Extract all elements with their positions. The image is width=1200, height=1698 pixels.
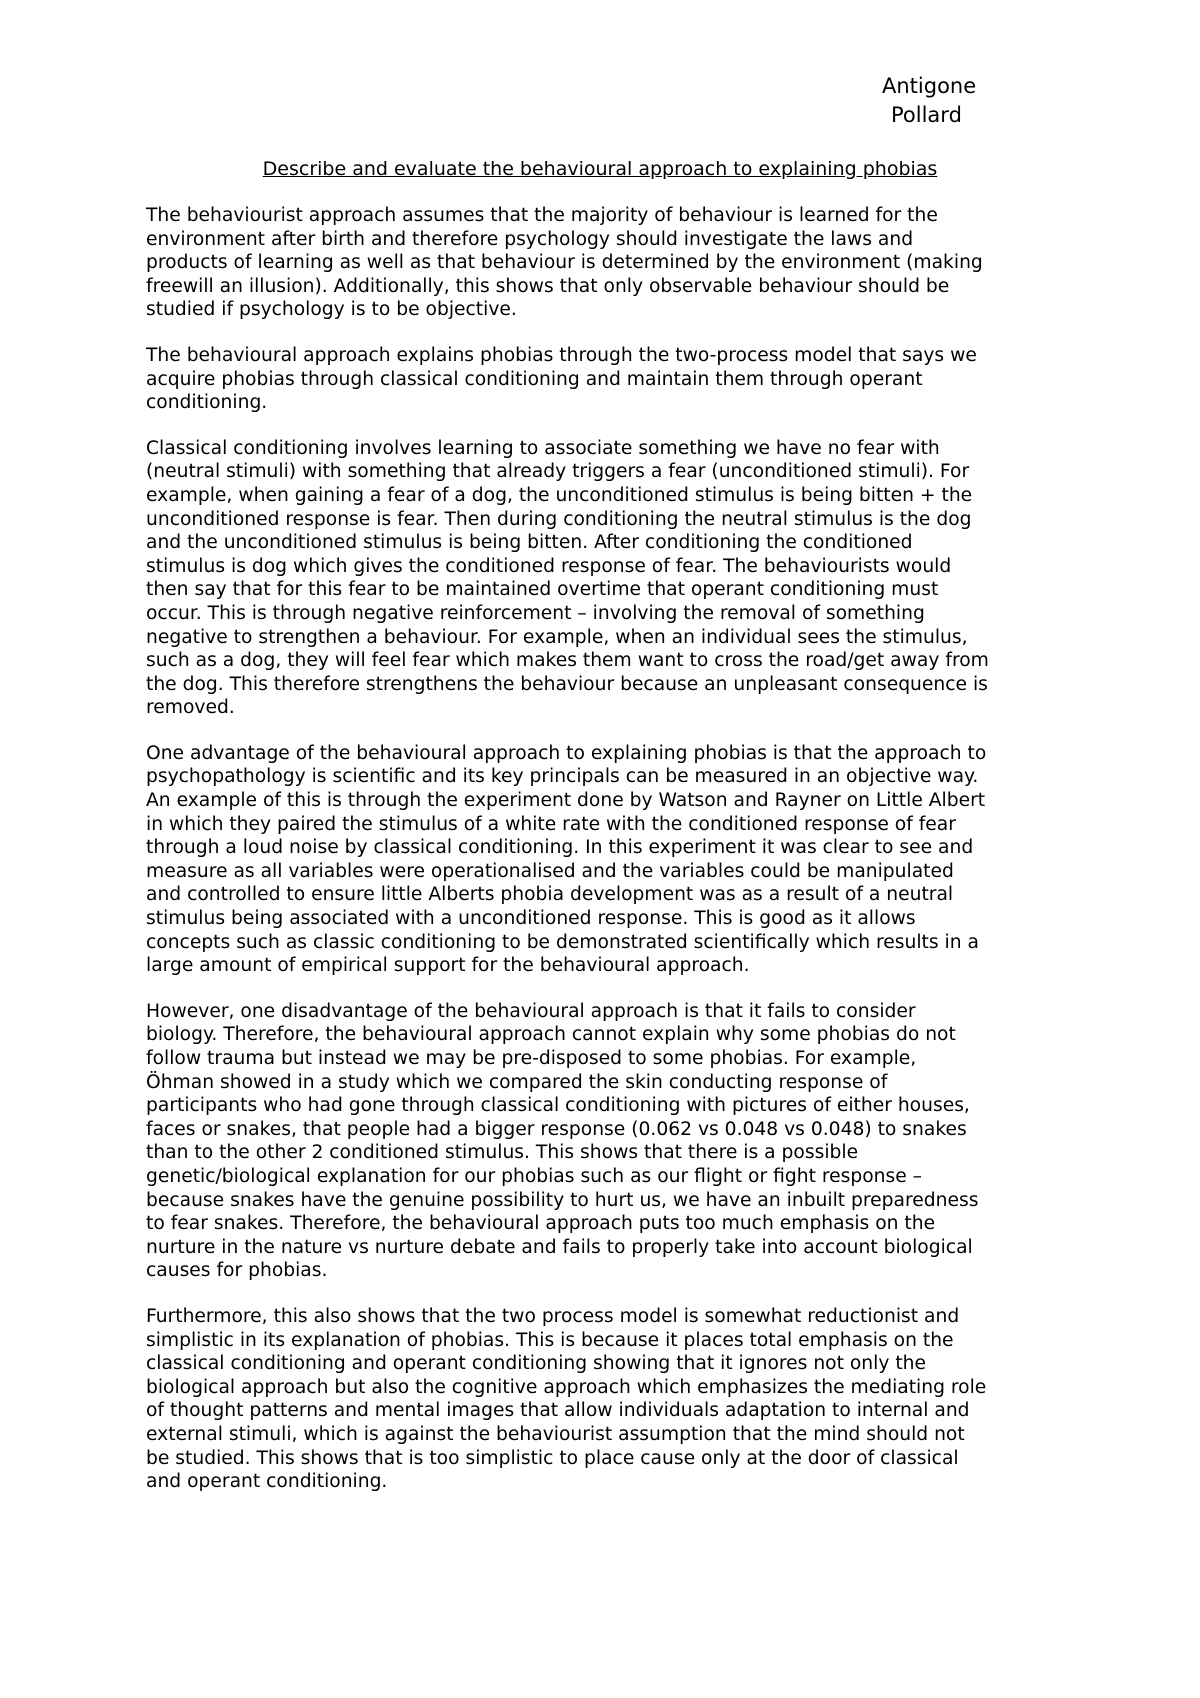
text-line: faces or snakes, that people had a bigger response (0.062 vs 0.048 vs 0.048) to snakes: [146, 1118, 967, 1140]
text-line: causes for phobias.: [146, 1260, 328, 1282]
text-line: acquire phobias through classical conditioning and maintain them through operant: [146, 368, 923, 390]
text-line: However, one disadvantage of the behavioural approach is that it fails to consider: [146, 1000, 916, 1022]
text-line: The behaviourist approach assumes that the majority of behaviour is learned for the: [146, 205, 938, 226]
text-line: measure as all variables were operationalised and the variables could be manipulated: [146, 860, 954, 882]
text-line: unconditioned response is fear. Then during conditioning the neutral stimulus is the dog: [146, 508, 972, 530]
text-line: negative to strengthen a behaviour. For example, when an individual sees the stimulus,: [146, 626, 968, 648]
text-line: be studied. This shows that is too simplistic to place cause only at the door of classical: [146, 1447, 959, 1469]
text-line: stimulus being associated with a unconditioned response. This is good as it allows: [146, 908, 916, 930]
text-line: example, when gaining a fear of a dog, the unconditioned stimulus is being bitten + the: [146, 484, 973, 506]
author-first-name: Antigone: [882, 74, 977, 98]
text-line: environment after birth and therefore psychology should investigate the laws and: [146, 228, 914, 250]
text-line: than to the other 2 conditioned stimulus. This shows that there is a possible: [146, 1142, 859, 1164]
text-line: follow trauma but instead we may be pre-disposed to some phobias. For example,: [146, 1048, 917, 1069]
text-line: concepts such as classic conditioning to be demonstrated scientifically which results in a: [146, 931, 979, 953]
text-line: conditioning.: [146, 392, 268, 414]
text-line: the dog. This therefore strengthens the behaviour because an unpleasant consequence is: [146, 673, 988, 695]
paragraph-4: [146, 742, 1066, 978]
paragraph-2: [146, 344, 1066, 415]
text-line: external stimuli, which is against the behaviourist assumption that the mind should not: [146, 1423, 965, 1445]
text-line: The behavioural approach explains phobias through the two-process model that says we: [146, 344, 977, 366]
text-line: freewill an illusion). Additionally, this shows that only observable behaviour should be: [146, 275, 950, 297]
text-line: large amount of empirical support for the behavioural approach.: [146, 955, 750, 977]
text-line: such as a dog, they will feel fear which makes them want to cross the road/get away from: [146, 650, 989, 672]
paragraph-6: [146, 1305, 1066, 1494]
text-line: to fear snakes. Therefore, the behavioural approach puts too much emphasis on the: [146, 1213, 936, 1235]
text-line: through a loud noise by classical conditioning. In this experiment it was clear to see and: [146, 837, 974, 859]
text-line: stimulus is dog which gives the conditioned response of fear. The behaviourists would: [146, 555, 952, 577]
text-line: biology. Therefore, the behavioural approach cannot explain why some phobias do not: [146, 1024, 956, 1046]
text-line: participants who had gone through classical conditioning with pictures of either houses,: [146, 1095, 970, 1117]
author-last-name: Pollard: [891, 103, 962, 127]
text-line: and the unconditioned stimulus is being bitten. After conditioning the conditioned: [146, 532, 913, 554]
essay-body: [146, 204, 1066, 1516]
text-line: and controlled to ensure little Alberts phobia development was as a result of a neutral: [146, 884, 954, 906]
text-line: in which they paired the stimulus of a white rate with the conditioned response of fear: [146, 813, 956, 835]
text-line: biological approach but also the cognitive approach which emphasizes the mediating role: [146, 1376, 987, 1398]
text-line: nurture in the nature vs nurture debate and fails to properly take into account biological: [146, 1236, 973, 1258]
text-line: of thought patterns and mental images that allow individuals adaptation to internal and: [146, 1400, 970, 1422]
text-line: removed.: [146, 697, 235, 719]
text-line: simplistic in its explanation of phobias. This is because it places total emphasis on the: [146, 1329, 954, 1351]
text-line: classical conditioning and operant conditioning showing that it ignores not only the: [146, 1353, 927, 1375]
text-line: occur. This is through negative reinforcement – involving the removal of something: [146, 602, 925, 624]
text-line: products of learning as well as that behaviour is determined by the environment (making: [146, 252, 983, 274]
text-line: Classical conditioning involves learning to associate something we have no fear with: [146, 437, 940, 459]
paragraph-3: [146, 437, 1066, 720]
text-line: then say that for this fear to be maintained overtime that operant conditioning must: [146, 579, 939, 601]
text-line: and operant conditioning.: [146, 1471, 388, 1493]
text-line: Furthermore, this also shows that the two process model is somewhat reductionist and: [146, 1305, 960, 1327]
text-line: (neutral stimuli) with something that already triggers a fear (unconditioned stimuli). For: [146, 461, 970, 483]
paragraph-1: [146, 204, 1066, 322]
text-line: One advantage of the behavioural approach to explaining phobias is that the approach to: [146, 742, 987, 764]
paragraph-5: [146, 1000, 1066, 1283]
text-line: Öhman showed in a study which we compared the skin conducting response of: [146, 1071, 888, 1093]
text-line: studied if psychology is to be objective.: [146, 299, 517, 321]
essay-title: Describe and evaluate the behavioural approach to explaining phobias: [262, 158, 938, 180]
author-name: [882, 72, 976, 130]
text-line: genetic/biological explanation for our phobias such as our flight or fight response –: [146, 1165, 923, 1187]
text-line: because snakes have the genuine possibility to hurt us, we have an inbuilt preparedness: [146, 1189, 979, 1211]
text-line: psychopathology is scientific and its key principals can be measured in an objective way.: [146, 766, 979, 788]
text-line: An example of this is through the experiment done by Watson and Rayner on Little Albert: [146, 790, 986, 812]
